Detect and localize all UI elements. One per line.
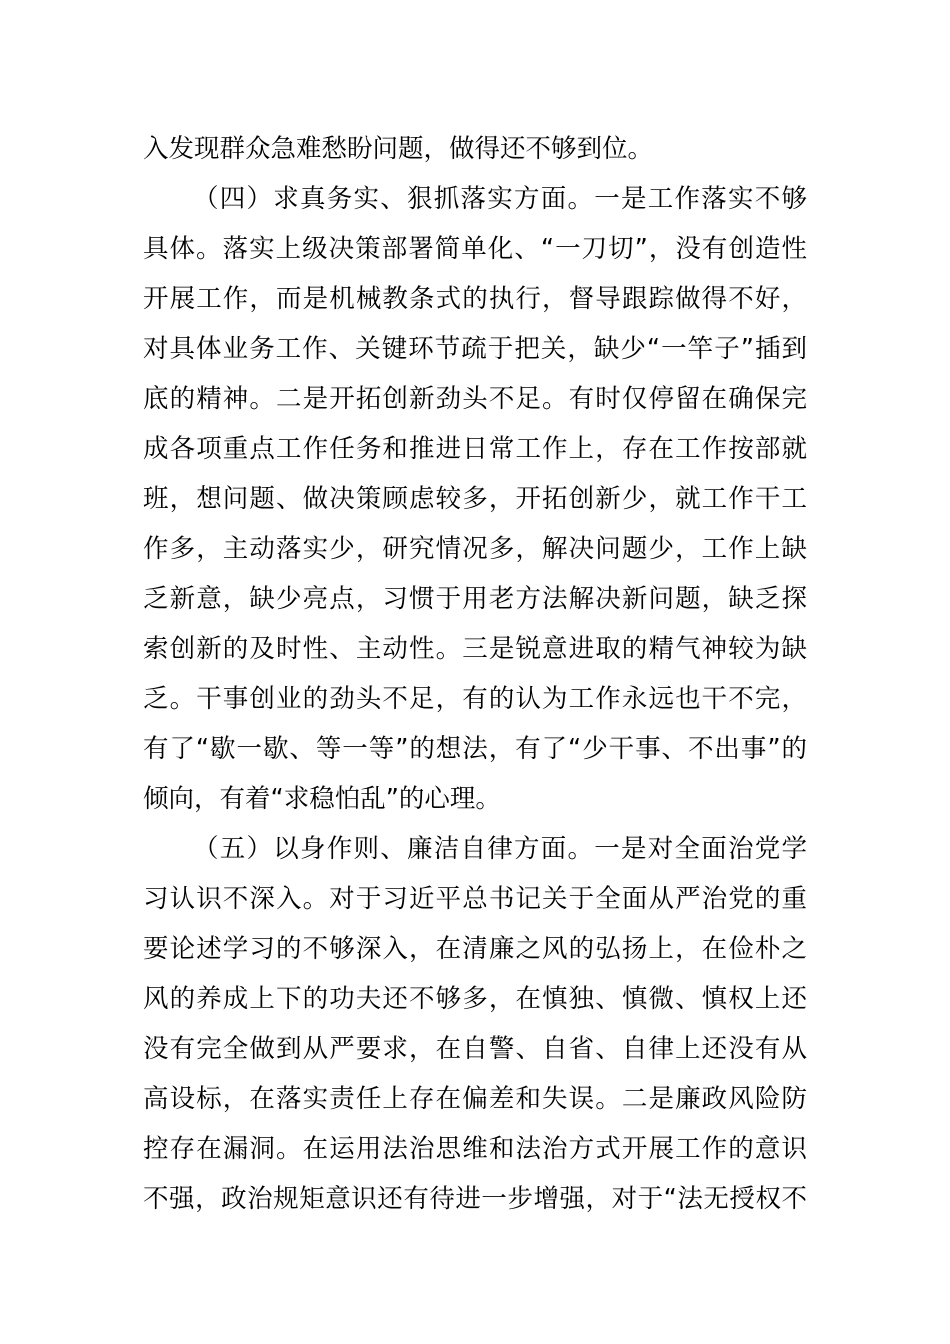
text-line-21: 控存在漏洞。在运用法治思维和法治方式开展工作的意识 xyxy=(143,1134,807,1164)
text-line-1: 入发现群众急难愁盼问题，做得还不够到位。 xyxy=(143,134,654,164)
section-4-heading-line: （四）求真务实、狠抓落实方面。一是工作落实不够 xyxy=(193,184,807,214)
text-line-18: 风的养成上下的功夫还不够多，在慎独、慎微、慎权上还 xyxy=(143,984,807,1014)
text-line-3: 具体。落实上级决策部署简单化、“一刀切”，没有创造性 xyxy=(143,234,807,264)
text-line-17: 要论述学习的不够深入，在清廉之风的弘扬上，在俭朴之 xyxy=(143,934,807,964)
section-5-heading-line: （五）以身作则、廉洁自律方面。一是对全面治党学 xyxy=(193,834,807,864)
text-line-19: 没有完全做到从严要求，在自警、自省、自律上还没有从 xyxy=(143,1034,807,1064)
text-line-16: 习认识不深入。对于习近平总书记关于全面从严治党的重 xyxy=(143,884,807,914)
text-line-12: 乏。干事创业的劲头不足，有的认为工作永远也干不完， xyxy=(143,684,807,714)
text-line-6: 底的精神。二是开拓创新劲头不足。有时仅停留在确保完 xyxy=(143,384,807,414)
text-line-20: 高设标，在落实责任上存在偏差和失误。二是廉政风险防 xyxy=(143,1084,807,1114)
text-line-7: 成各项重点工作任务和推进日常工作上，存在工作按部就 xyxy=(143,434,807,464)
text-line-9: 作多，主动落实少，研究情况多，解决问题少，工作上缺 xyxy=(143,534,807,564)
text-line-13: 有了“歇一歇、等一等”的想法，有了“少干事、不出事”的 xyxy=(143,734,807,764)
text-line-22: 不强，政治规矩意识还有待进一步增强，对于“法无授权不 xyxy=(143,1184,807,1214)
text-line-11: 索创新的及时性、主动性。三是锐意进取的精气神较为缺 xyxy=(143,634,807,664)
text-line-5: 对具体业务工作、关键环节疏于把关，缺少“一竿子”插到 xyxy=(143,334,807,364)
text-line-4: 开展工作，而是机械教条式的执行，督导跟踪做得不好， xyxy=(143,284,807,314)
text-line-8: 班，想问题、做决策顾虑较多，开拓创新少，就工作干工 xyxy=(143,484,807,514)
text-line-14: 倾向，有着“求稳怕乱”的心理。 xyxy=(143,784,501,814)
text-line-10: 乏新意，缺少亮点，习惯于用老方法解决新问题，缺乏探 xyxy=(143,584,807,614)
